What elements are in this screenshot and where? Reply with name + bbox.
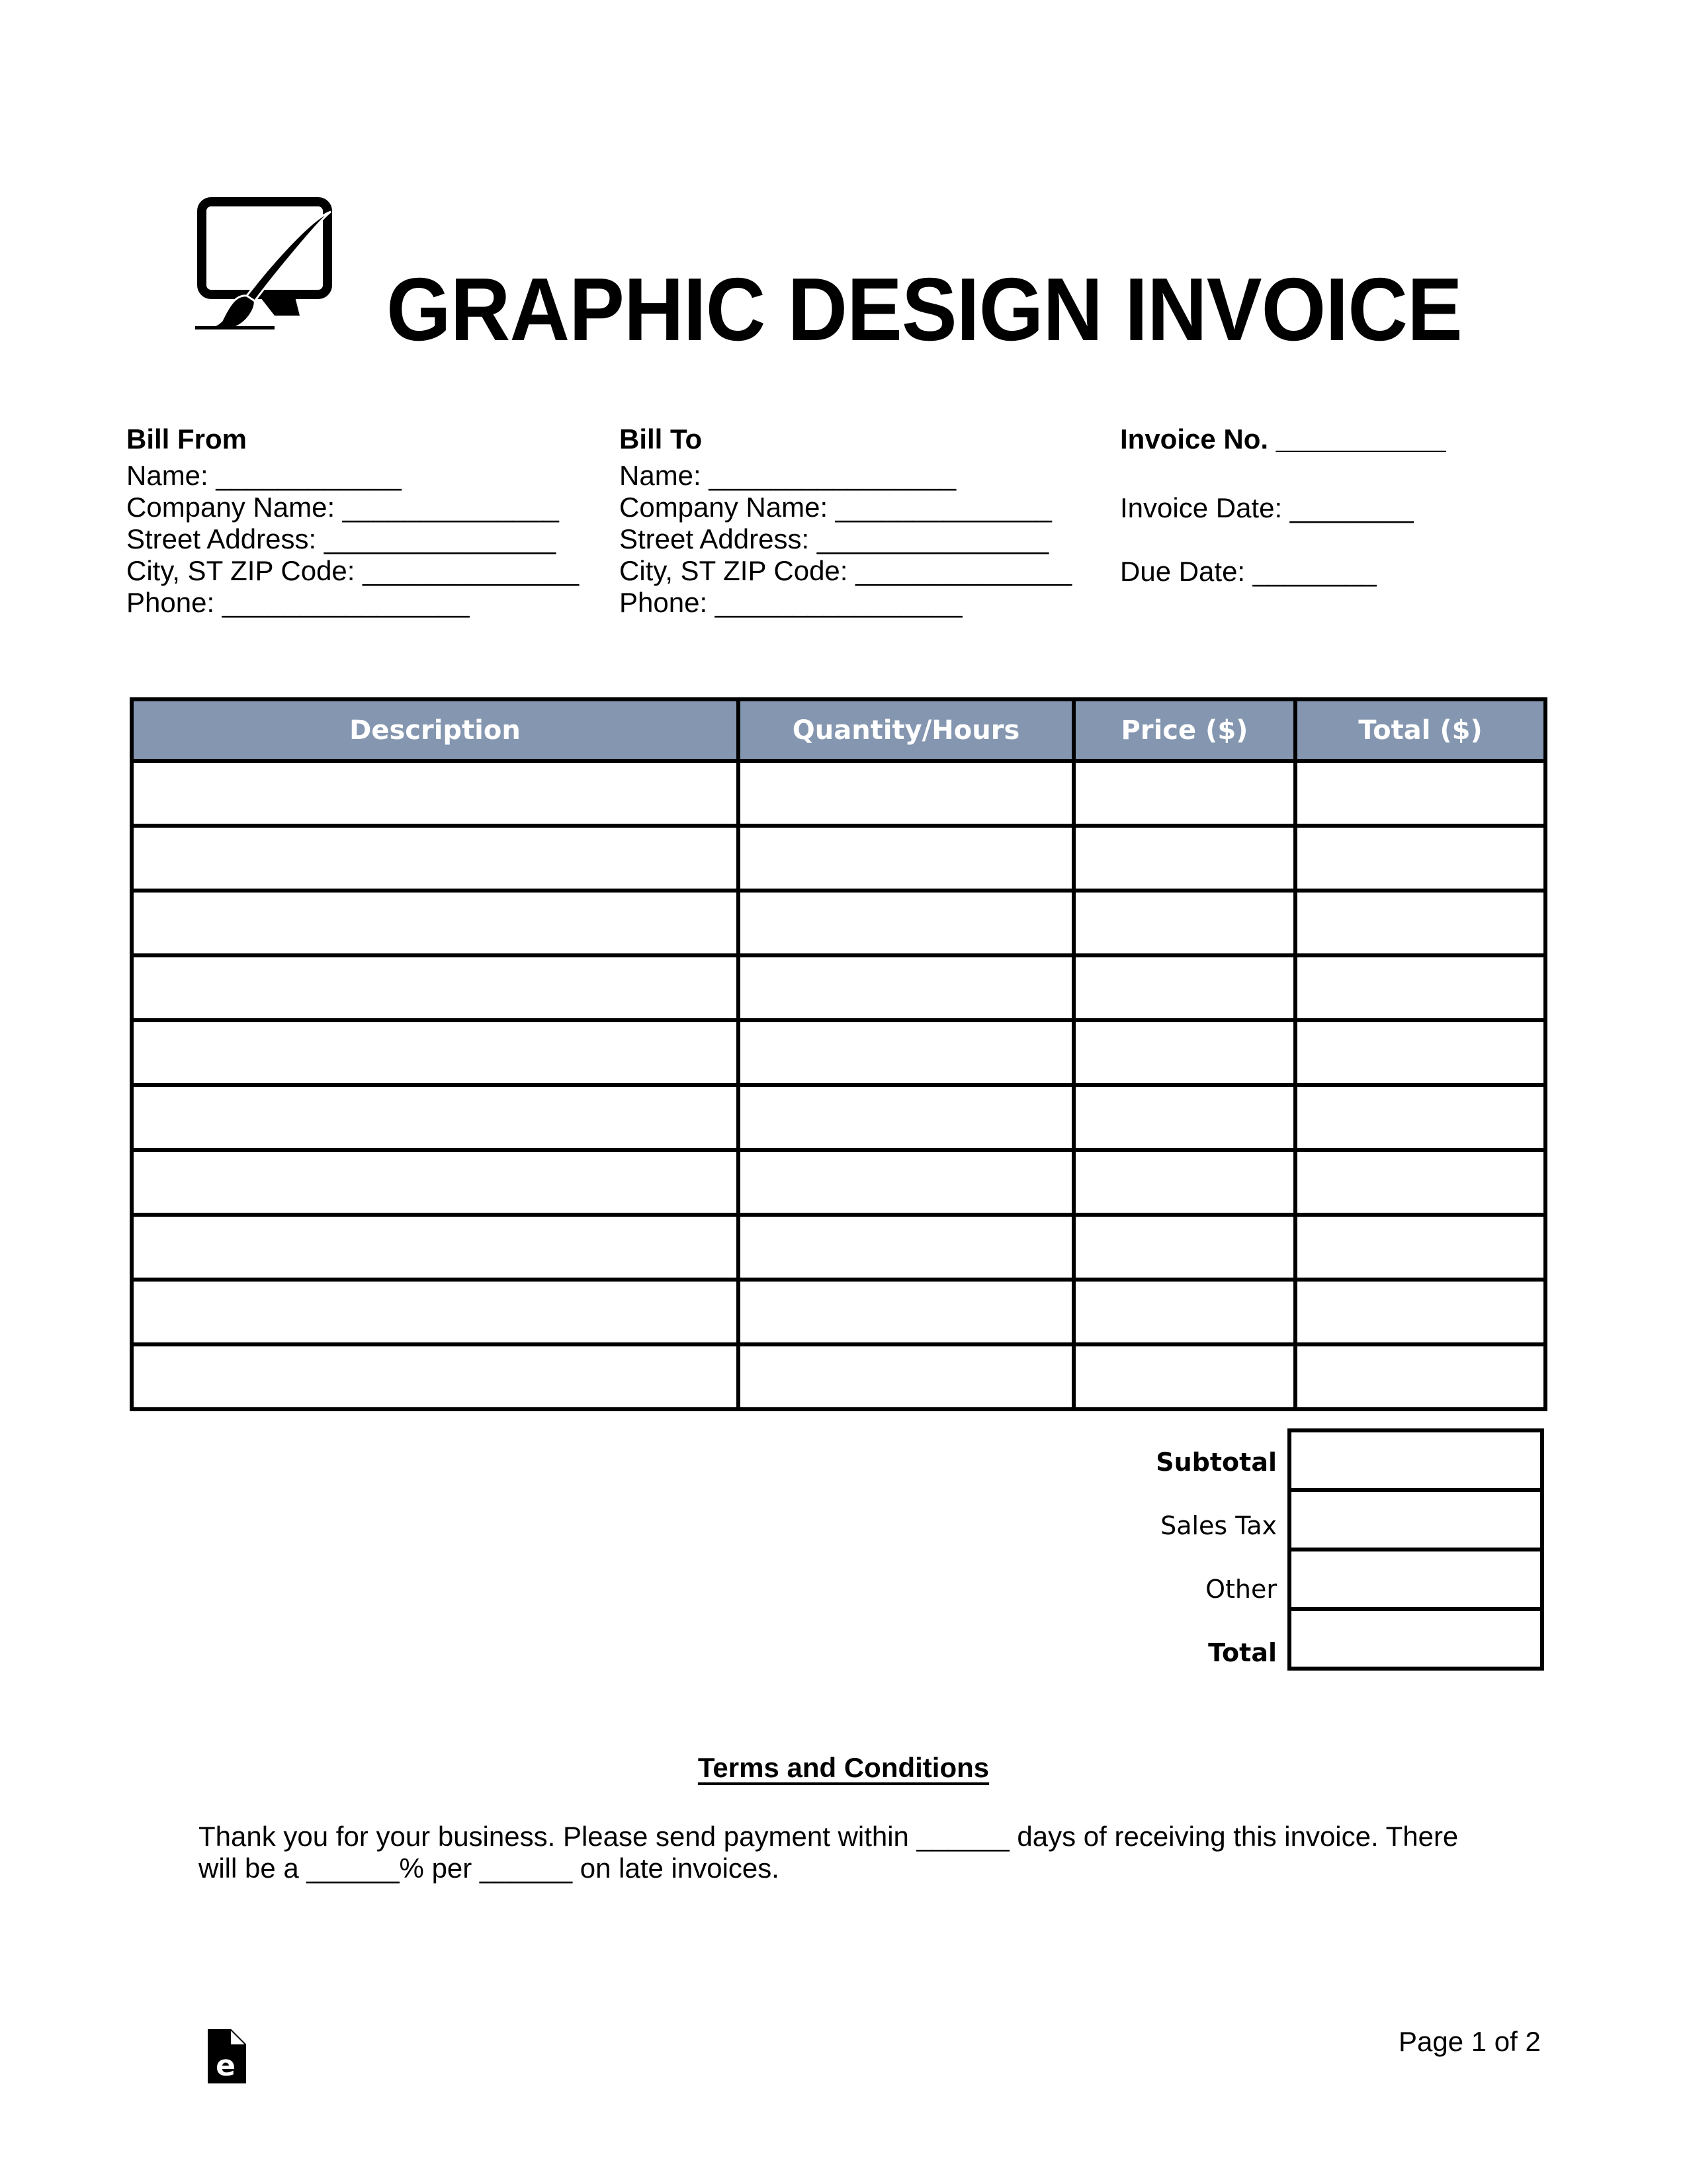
bill-to-heading: Bill To: [619, 423, 703, 455]
bill-to-name-field[interactable]: Name: ________________: [619, 460, 957, 491]
table-row: [132, 955, 1545, 1020]
quantity-cell[interactable]: [738, 1020, 1074, 1085]
table-row: [132, 1020, 1545, 1085]
invoice-meta-section: [1120, 423, 1446, 587]
total-label: Total: [1208, 1638, 1277, 1667]
description-cell[interactable]: [132, 1280, 738, 1344]
total-cell[interactable]: [1295, 761, 1545, 826]
total-cell[interactable]: [1295, 1280, 1545, 1344]
price-cell[interactable]: [1074, 826, 1295, 891]
total-cell[interactable]: [1295, 1085, 1545, 1150]
subtotal-value-cell[interactable]: [1289, 1430, 1542, 1490]
summary-table: [1287, 1428, 1544, 1671]
total-cell[interactable]: [1295, 955, 1545, 1020]
bill-from-section: [126, 423, 579, 619]
bill-to-section: [619, 423, 1072, 619]
table-row: [132, 891, 1545, 955]
description-cell[interactable]: [132, 1344, 738, 1409]
eforms-document-icon: [208, 2029, 246, 2083]
table-row: [132, 1344, 1545, 1409]
subtotal-label: Subtotal: [1156, 1448, 1277, 1477]
summary-labels: [1072, 1430, 1277, 1684]
line-items-table: [130, 697, 1547, 1411]
total-cell[interactable]: [1295, 1020, 1545, 1085]
column-header-quantity-hours: Quantity/Hours: [738, 699, 1074, 761]
description-cell[interactable]: [132, 1150, 738, 1215]
terms-heading-text: Terms and Conditions: [697, 1752, 990, 1783]
bill-from-city-field[interactable]: City, ST ZIP Code: ______________: [126, 555, 580, 586]
total-cell[interactable]: [1295, 891, 1545, 955]
description-cell[interactable]: [132, 955, 738, 1020]
other-label: Other: [1205, 1575, 1277, 1604]
table-header-row: [132, 699, 1545, 761]
invoice-date-field[interactable]: Invoice Date: ________: [1120, 492, 1414, 523]
bill-from-heading: Bill From: [126, 423, 247, 455]
bill-from-street-field[interactable]: Street Address: _______________: [126, 523, 556, 554]
bill-from-company-field[interactable]: Company Name: ______________: [126, 492, 559, 523]
total-cell[interactable]: [1295, 1215, 1545, 1280]
description-cell[interactable]: [132, 1020, 738, 1085]
total-cell[interactable]: [1295, 1150, 1545, 1215]
column-header-description: Description: [132, 699, 738, 761]
price-cell[interactable]: [1074, 1150, 1295, 1215]
invoice-number-field[interactable]: Invoice No. ___________: [1120, 423, 1446, 455]
total-value-cell[interactable]: [1289, 1609, 1542, 1669]
table-row: [132, 826, 1545, 891]
price-cell[interactable]: [1074, 1085, 1295, 1150]
column-header-total: Total ($): [1295, 699, 1545, 761]
description-cell[interactable]: [132, 1215, 738, 1280]
price-cell[interactable]: [1074, 1020, 1295, 1085]
quantity-cell[interactable]: [738, 826, 1074, 891]
sales-tax-value-cell[interactable]: [1289, 1490, 1542, 1550]
price-cell[interactable]: [1074, 1344, 1295, 1409]
quantity-cell[interactable]: [738, 1280, 1074, 1344]
quantity-cell[interactable]: [738, 1215, 1074, 1280]
price-cell[interactable]: [1074, 891, 1295, 955]
page-title: GRAPHIC DESIGN INVOICE: [386, 259, 1462, 359]
bill-from-name-field[interactable]: Name: ____________: [126, 460, 402, 491]
bill-to-company-field[interactable]: Company Name: ______________: [619, 492, 1052, 523]
bill-to-city-field[interactable]: City, ST ZIP Code: ______________: [619, 555, 1072, 586]
bill-to-street-field[interactable]: Street Address: _______________: [619, 523, 1049, 554]
quantity-cell[interactable]: [738, 891, 1074, 955]
total-cell[interactable]: [1295, 826, 1545, 891]
price-cell[interactable]: [1074, 955, 1295, 1020]
quantity-cell[interactable]: [738, 1150, 1074, 1215]
column-header-price: Price ($): [1074, 699, 1295, 761]
table-row: [132, 1280, 1545, 1344]
quantity-cell[interactable]: [738, 1344, 1074, 1409]
quantity-cell[interactable]: [738, 761, 1074, 826]
quantity-cell[interactable]: [738, 1085, 1074, 1150]
bill-to-phone-field[interactable]: Phone: ________________: [619, 587, 963, 618]
terms-heading: [0, 1752, 1687, 1784]
table-row: [132, 1150, 1545, 1215]
description-cell[interactable]: [132, 761, 738, 826]
total-cell[interactable]: [1295, 1344, 1545, 1409]
price-cell[interactable]: [1074, 1280, 1295, 1344]
description-cell[interactable]: [132, 891, 738, 955]
table-row: [132, 1215, 1545, 1280]
page-number: Page 1 of 2: [1399, 2026, 1541, 2057]
price-cell[interactable]: [1074, 761, 1295, 826]
table-row: [132, 761, 1545, 826]
table-row: [132, 1085, 1545, 1150]
bill-from-phone-field[interactable]: Phone: ________________: [126, 587, 470, 618]
description-cell[interactable]: [132, 826, 738, 891]
sales-tax-label: Sales Tax: [1160, 1511, 1277, 1540]
svg-text:e: e: [216, 2049, 236, 2083]
description-cell[interactable]: [132, 1085, 738, 1150]
monitor-paintbrush-icon: [195, 195, 335, 334]
price-cell[interactable]: [1074, 1215, 1295, 1280]
other-value-cell[interactable]: [1289, 1550, 1542, 1609]
due-date-field[interactable]: Due Date: ________: [1120, 556, 1377, 587]
quantity-cell[interactable]: [738, 955, 1074, 1020]
terms-body: Thank you for your business. Please send payment within ______ days of receiving this invoice. There will be a ______% per ______ on late invoices.: [198, 1821, 1459, 1884]
